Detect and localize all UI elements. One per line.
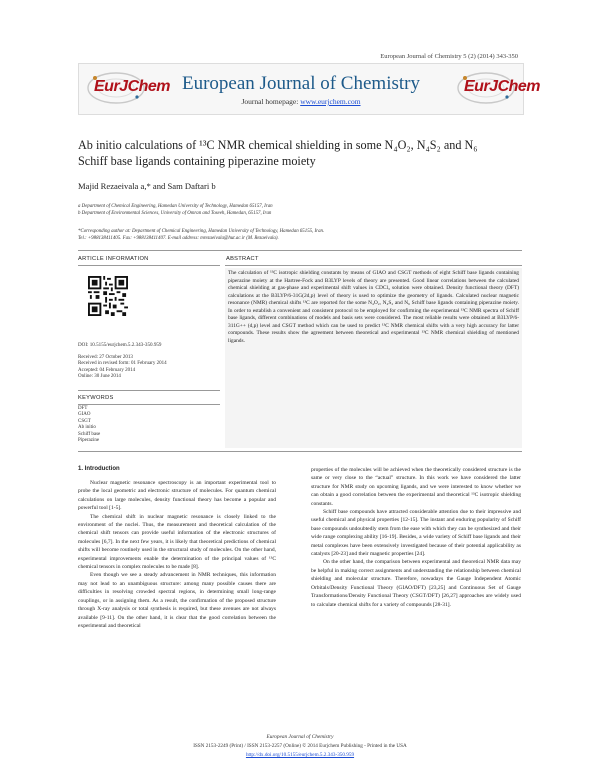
- body-paragraph: On the other hand, the comparison between experimental and theoretical NMR data may be helpful in making correct assignments and understanding the relationship between chemical shielding and molecular structure. Therefore, nowadays the Gauge Independent Atomic Orbitals/Density Functional Theory (GIAO/DFT) [23,25] and Continuous Set of Gauge Transformations/Density Functional Theory (CSGT/DFT) [26,27] approaches are widely used to calculate chemical shifts for a variety of compounds [28-31].: [311, 559, 521, 608]
- journal-banner: [78, 63, 541, 115]
- authors: Majid Rezaeivala a,* and Sam Daftari b: [78, 181, 216, 191]
- keywords-heading: KEYWORDS: [78, 395, 114, 401]
- history-received: Received: 27 October 2013: [78, 355, 133, 360]
- running-head: European Journal of Chemistry 5 (2) (2014) 343-350: [380, 53, 518, 60]
- history-accepted: Accepted: 04 February 2014: [78, 367, 136, 373]
- divider: [78, 390, 220, 391]
- homepage-label: Journal homepage:: [241, 97, 301, 106]
- divider: [78, 265, 220, 266]
- journal-name: European Journal of Chemistry: [182, 73, 420, 94]
- affiliation-b: b Department of Environmental Sciences, University of Omran and Toseeh, Hamedan, 65157, Iran: [78, 211, 272, 216]
- divider: [78, 404, 220, 405]
- history-revised: Received in revised form: 01 February 2014: [78, 361, 167, 367]
- keyword: DFT: [78, 406, 88, 411]
- abstract-text: The calculation of ¹³C isotropic shielding constants by means of GIAO and CSGT methods of eight Schiff base ligands containing piperazine moiety at the Hartree-Fock and B3LYP levels of theory are presented. Good linear correlations between the calculated chemical shielding at gas-phase and experimental shift values in CDCl₃ solution were obtained. Density functional theory (DFT) calculations at the B3LYP/6-31G(2d,p) level of theory is used to optimize the geometry of ligands. Calculated nuclear magnetic resonance (NMR) chemical shifts ¹³C are reported for the some N₄O₂, N₄S₂ and N₆ Schiff base ligands containing piperazine moiety. In order to establish a convenient and consistent protocol to be employed for confirming the experimental ¹³C NMR spectra of Schiff base ligands, different combinations of models and basis sets were considered. The most reliable results were obtained at B3LYP/6-311G++ (d,p) level and CSGT method which can be used to predict ¹³C NMR chemical shifts with a very high accuracy for latter compounds. These results show the agreement between theoretical and experimental ¹³C NMR chemical shielding of mentioned ligands.: [228, 270, 519, 344]
- journal-logo-right: [455, 68, 541, 108]
- article-info-heading: ARTICLE INFORMATION: [78, 256, 149, 262]
- corresponding-address: *Corresponding author at: Department of Chemical Engineering, Hamedan University of Technology, Hamedan 65155, Iran.: [78, 229, 325, 234]
- divider: [78, 451, 522, 452]
- body-paragraph: Schiff base compounds have attracted considerable attention due to their impressive and useful chemical and physical properties [12-15]. The instant and enduring popularity of Schiff base compounds undoubtedly stem from the ease with which they can be synthesized and their wide range complexing ability [16-19]. Besides, a wide variety of Schiff base ligands and their metal complexes have been extensively investigated because of their potential applicability as catalysts [20-23] and their magnetic properties [24].: [311, 509, 521, 558]
- body-paragraph: The chemical shift in nuclear magnetic resonance is closely linked to the environment of the nuclei. Thus, the measurement and theoretical calculation of the chemical shift tensors can provide useful information of the electronic structures of molecules [6,7]. In the next few years, it is likely that theoretical predictions of chemical shifts will become routinely used in the structural study of molecules. On the other hand, experimental improvements enable the determination of the principal values of ¹³C chemical tensors in complex molecules to be made [8].: [78, 513, 276, 571]
- history-online: Online: 30 June 2014: [78, 373, 121, 379]
- qr-code-icon[interactable]: [88, 276, 128, 316]
- keyword: Schiff base: [78, 431, 101, 437]
- body-left-column: [78, 479, 276, 630]
- abstract-heading: ABSTRACT: [226, 256, 259, 262]
- logo-text: EurJChem: [464, 78, 541, 95]
- footer-doi-link[interactable]: http://dx.doi.org/10.5155/eurjchem.5.2.343-350.959: [245, 752, 355, 758]
- body-paragraph: properties of the molecules will be achieved when the theoretically considered structure is the same or very close to the “actual” structure. In this work we have considered the latter structure for NMR study on upcoming ligands, and we were interested to know whether we can obtain a good correlation between the experimental and theoretical ¹³C isotropic shielding constants.: [311, 467, 521, 507]
- section-heading-introduction: 1. Introduction: [78, 466, 120, 472]
- keywords-list: [78, 406, 100, 444]
- divider: [78, 250, 522, 251]
- article-doi: DOI: 10.5155/eurjchem.5.2.343-350.959: [78, 342, 162, 348]
- keyword: Ab initio: [78, 425, 96, 431]
- keyword: CSGT: [78, 418, 91, 424]
- logo-text: EurJChem: [94, 78, 171, 95]
- body-paragraph: Nuclear magnetic resonance spectroscopy is an important experimental tool to probe the local geometric and electronic structure of molecules. For quantum chemical calculations on large molecules, density functional theory has become a popular and powerful tool [1-5].: [78, 480, 276, 512]
- footer-issn: ISSN 2153-2249 (Print) / ISSN 2153-2257 (Online) © 2014 Eurjchem Publishing - Printed in the USA: [193, 743, 407, 749]
- homepage-link[interactable]: www.eurjchem.com: [300, 97, 361, 106]
- corresponding-author: [78, 228, 518, 242]
- body-right-column: [311, 466, 521, 609]
- footer-journal: European Journal of Chemistry: [266, 734, 334, 740]
- keyword: GIAO: [78, 412, 91, 418]
- article-title: Ab initio calculations of ¹³C NMR chemical shielding in some N₄O₂, N₄S₂ and N₆ Schiff base ligands containing piperazine moiety: [78, 138, 478, 168]
- divider: [225, 265, 522, 266]
- keyword: Piperazine: [78, 438, 100, 444]
- body-paragraph: Even though we see a steady advancement in NMR techniques, this information may not lead to an unambiguous structure: among many possible causes there are difficulties in resolving crowded spectral regions, in determining small long-range couplings, or in assigning them. As a result, the confirmation of the proposed structure through X-ray analysis or total synthesis is required, but these avenues are not always available [9-11]. On the other hand, it is clear that the good correlation between the experimental and theoretical: [78, 572, 276, 629]
- affiliation-a: a Department of Chemical Engineering, Hamedan University of Technology, Hamedan 65157, Iran: [78, 204, 273, 209]
- article-history: [78, 355, 167, 380]
- corresponding-contact: Tel.: +988138411405. Fax: +988138411407. E-mail address: mrezaeivala@hut.ac.ir (M. Rezaeivala).: [78, 236, 279, 241]
